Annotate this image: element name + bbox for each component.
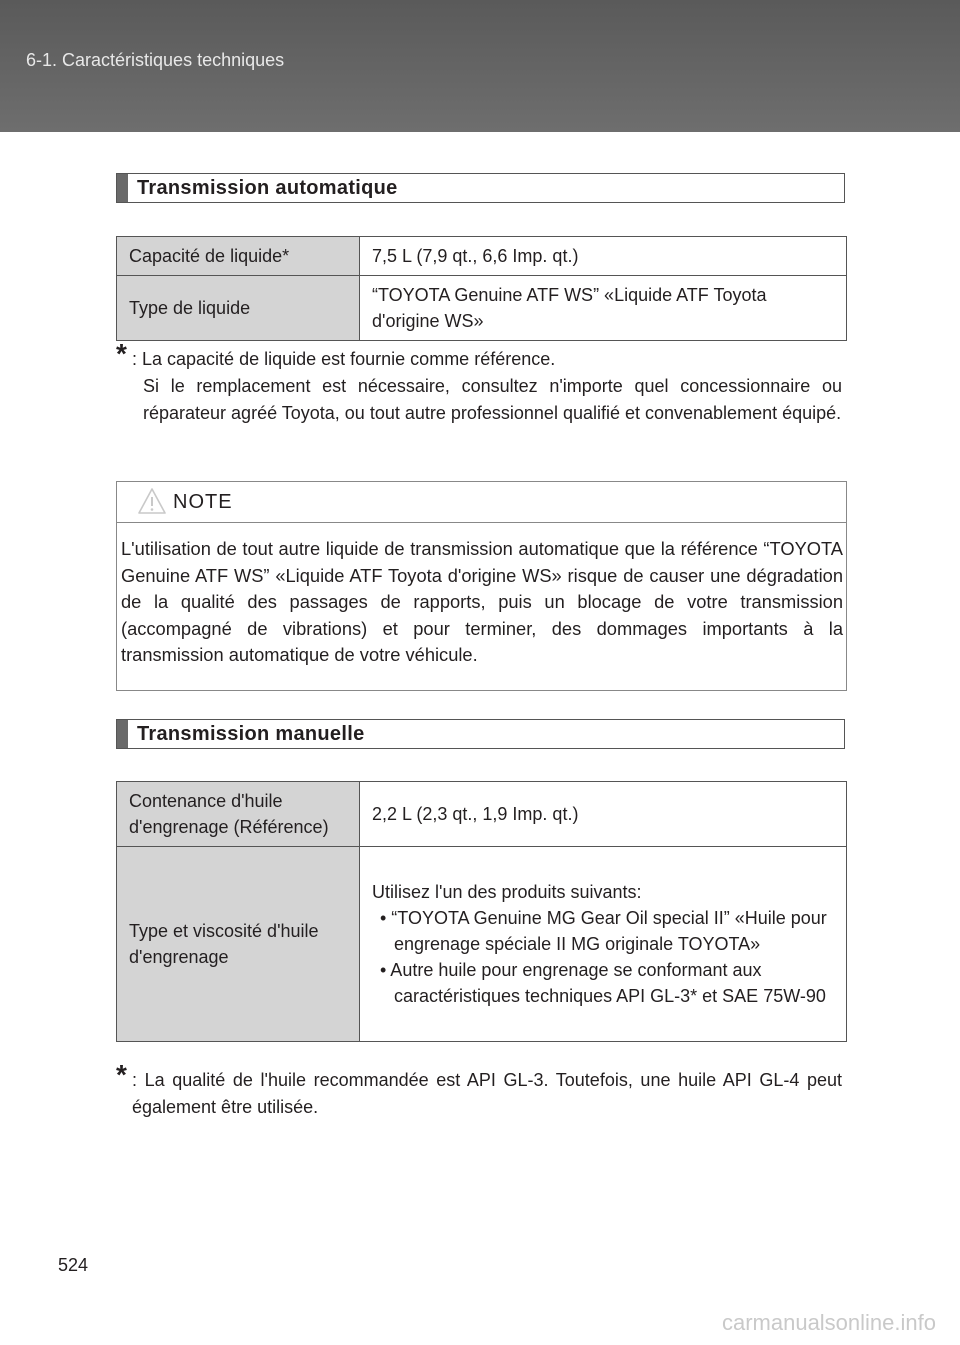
footnote-asterisk: * [116, 338, 127, 369]
note-header [117, 482, 846, 523]
section-title: Transmission manuelle [137, 723, 365, 745]
automatic-footnote [116, 338, 842, 427]
table-label-cell: Capacité de liquide* [117, 237, 360, 276]
footnote-line: : La capacité de liquide est fournie comme référence. [132, 349, 556, 369]
warning-triangle-icon [137, 486, 167, 516]
section-heading-manual [116, 719, 845, 749]
table-label-cell: Type et viscosité d'huile d'engrenage [117, 847, 360, 1042]
table-value-cell: 7,5 L (7,9 qt., 6,6 Imp. qt.) [360, 237, 847, 276]
table-row [117, 847, 847, 1042]
table-row [117, 237, 847, 276]
footnote-line: : La qualité de l'huile recommandée est API GL-3. Toutefois, une huile API GL-4 peut également être utilisée. [132, 1070, 842, 1117]
list-item: • Autre huile pour engrenage se conformant aux caractéristiques techniques API GL-3* et SAE 75W-90 [380, 960, 826, 1006]
section-title: Transmission automatique [137, 177, 398, 199]
table-value-cell [360, 847, 847, 1042]
section-breadcrumb: 6-1. Caractéristiques techniques [26, 50, 285, 70]
section-tab-marker [117, 174, 128, 202]
table-value-cell: “TOYOTA Genuine ATF WS” «Liquide ATF Toyota d'origine WS» [360, 276, 847, 341]
watermark: carmanualsonline.info [721, 1310, 936, 1335]
manual-footnote [116, 1059, 842, 1121]
table-label-cell: Contenance d'huile d'engrenage (Référence) [117, 782, 360, 847]
table-row [117, 782, 847, 847]
list-item: • “TOYOTA Genuine MG Gear Oil special II” «Huile pour engrenage spéciale II MG originale TOYOTA» [380, 908, 827, 954]
page-number: 524 [58, 1255, 89, 1275]
section-heading-automatic [116, 173, 845, 203]
table-value-cell: 2,2 L (2,3 qt., 1,9 Imp. qt.) [360, 782, 847, 847]
note-title: NOTE [173, 491, 233, 513]
list-intro: Utilisez l'un des produits suivants: [372, 882, 642, 902]
table-label-cell: Type de liquide [117, 276, 360, 341]
footnote-line: Si le remplacement est nécessaire, consultez n'importe quel concessionnaire ou réparateur agréé Toyota, ou tout autre professionnel qualifié et convenablement équipé. [143, 376, 842, 423]
automatic-spec-table [116, 236, 847, 341]
table-row [117, 276, 847, 341]
section-tab-marker [117, 720, 128, 748]
note-text: L'utilisation de tout autre liquide de transmission automatique que la référence “TOYOTA Genuine ATF WS” «Liquide ATF Toyota d'origine WS» risque de causer une dégradation de la qualité des passages de rapports, puis un blocage de votre transmission (accompagné de vibrations) et pour terminer, des dommages importants à la transmission automatique de votre véhicule. [121, 538, 843, 665]
manual-spec-table [116, 781, 847, 1042]
page-header [0, 0, 960, 132]
note-box [116, 481, 847, 691]
footnote-asterisk: * [116, 1059, 127, 1090]
